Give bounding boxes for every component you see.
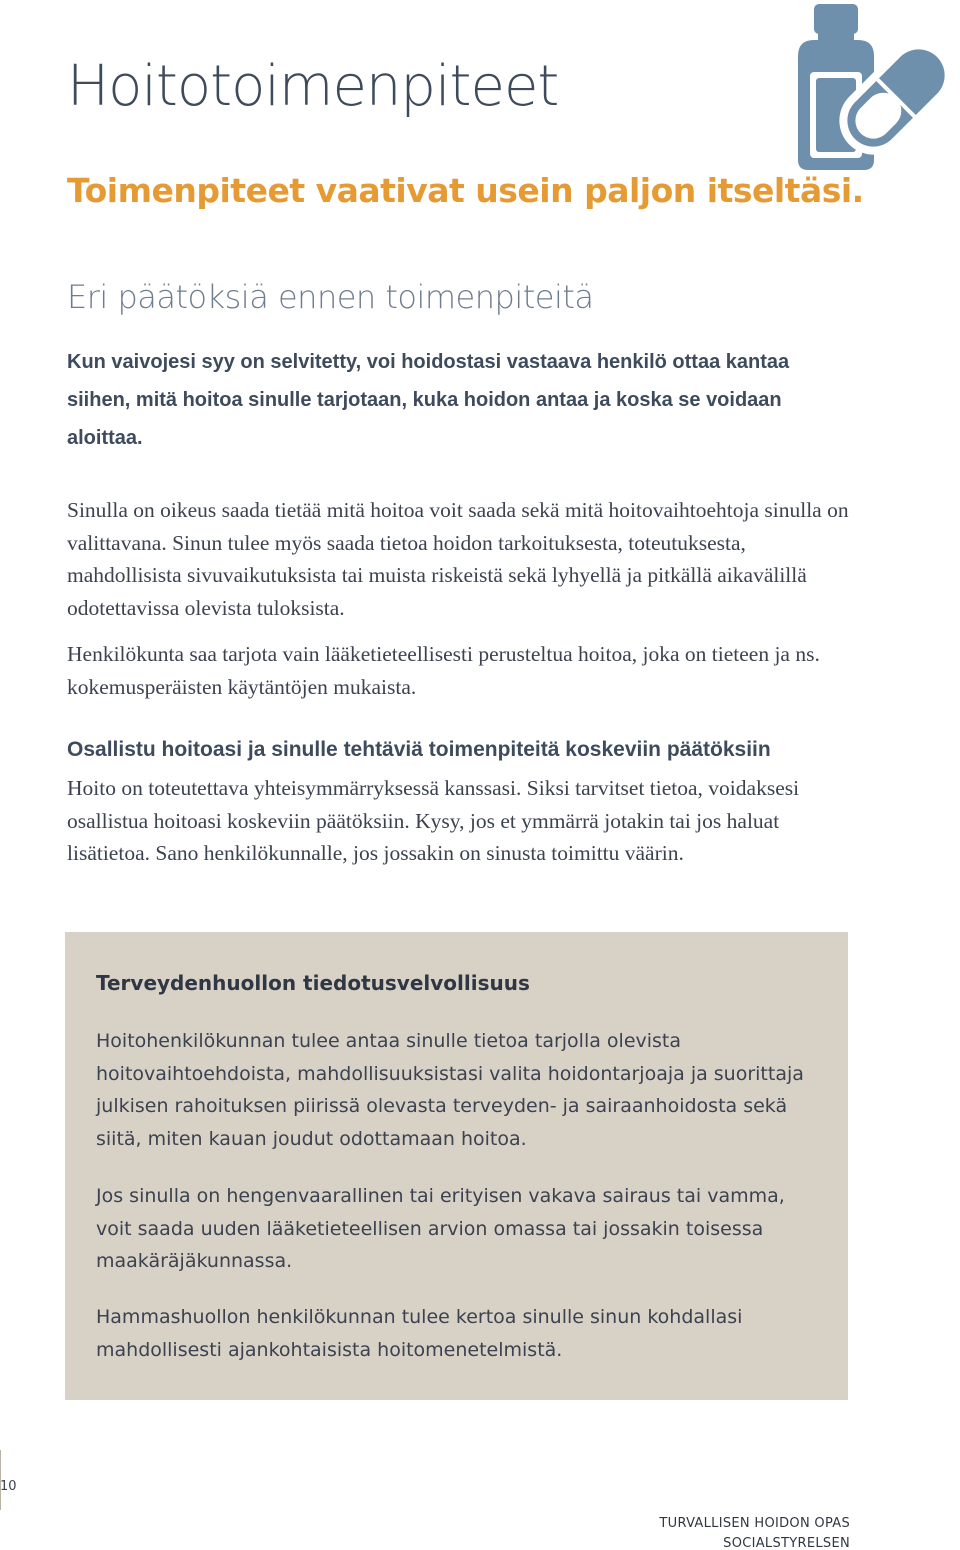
info-box-title: Terveydenhuollon tiedotusvelvollisuus	[96, 971, 530, 995]
body-paragraph-2: Henkilökunta saa tarjota vain lääketieteellisesti perusteltua hoitoa, joka on tieteen ja ns. kokemusperäisten käytäntöjen mukaista.	[67, 642, 820, 699]
medicine-bottle-pill-icon	[784, 0, 960, 176]
body-paragraph-1: Sinulla on oikeus saada tietää mitä hoitoa voit saada sekä mitä hoitovaihtoehtoja sinulla on valittavana. Sinun tulee myös saada tietoa hoidon tarkoituksesta, toteutuksesta, mahdollisista sivuvaikutuksista tai muista riskeistä sekä lyhyellä ja pitkällä aikavälillä odotettavissa olevista tuloksista.	[67, 498, 849, 620]
footer-publisher: SOCIALSTYRELSEN	[723, 1536, 850, 1550]
lead-paragraph: Kun vaivojesi syy on selvitetty, voi hoidostasi vastaava henkilö ottaa kantaa siihen, mitä hoitoa sinulle tarjotaan, kuka hoidon antaa ja koska se voidaan aloittaa.	[67, 351, 790, 449]
page-title: Hoitotoimenpiteet	[67, 54, 559, 119]
section-heading: Eri päätöksiä ennen toimenpiteitä	[67, 278, 594, 316]
footer-publication-title: TURVALLISEN HOIDON OPAS	[659, 1516, 850, 1531]
info-box-paragraph-3: Hammashuollon henkilökunnan tulee kertoa sinulle sinun kohdallasi mahdollisesti ajankohtaisista hoitomenetelmistä.	[96, 1306, 743, 1361]
info-box	[65, 932, 848, 1400]
info-box-paragraph-2: Jos sinulla on hengenvaarallinen tai erityisen vakava sairaus tai vamma, voit saada uuden lääketieteellisen arvion omassa tai jossakin toisessa maakäräjäkunnassa.	[96, 1185, 785, 1272]
subheading: Osallistu hoitoasi ja sinulle tehtäviä toimenpiteitä koskeviin päätöksiin	[67, 738, 771, 761]
info-box-paragraph-1: Hoitohenkilökunnan tulee antaa sinulle tietoa tarjolla olevista hoitovaihtoehdoista, mahdollisuuksistasi valita hoidontarjoaja ja suorittaja julkisen rahoituksen piirissä olevasta terveyden- ja sairaanhoidosta sekä siitä, miten kauan joudut odottamaan hoitoa.	[96, 1030, 804, 1150]
footer	[659, 1514, 850, 1550]
body-paragraph-3: Hoito on toteutettava yhteisymmärryksessä kanssasi. Siksi tarvitset tietoa, voidaksesi osallistua hoitoasi koskeviin päätöksiin. Kysy, jos et ymmärrä jotakin tai jos haluat lisätietoa. Sano henkilökunnalle, jos jossakin on sinusta toimittu väärin.	[67, 776, 800, 865]
page-number: 10	[0, 1479, 17, 1494]
page-subtitle: Toimenpiteet vaativat usein paljon itseltäsi.	[67, 171, 864, 210]
